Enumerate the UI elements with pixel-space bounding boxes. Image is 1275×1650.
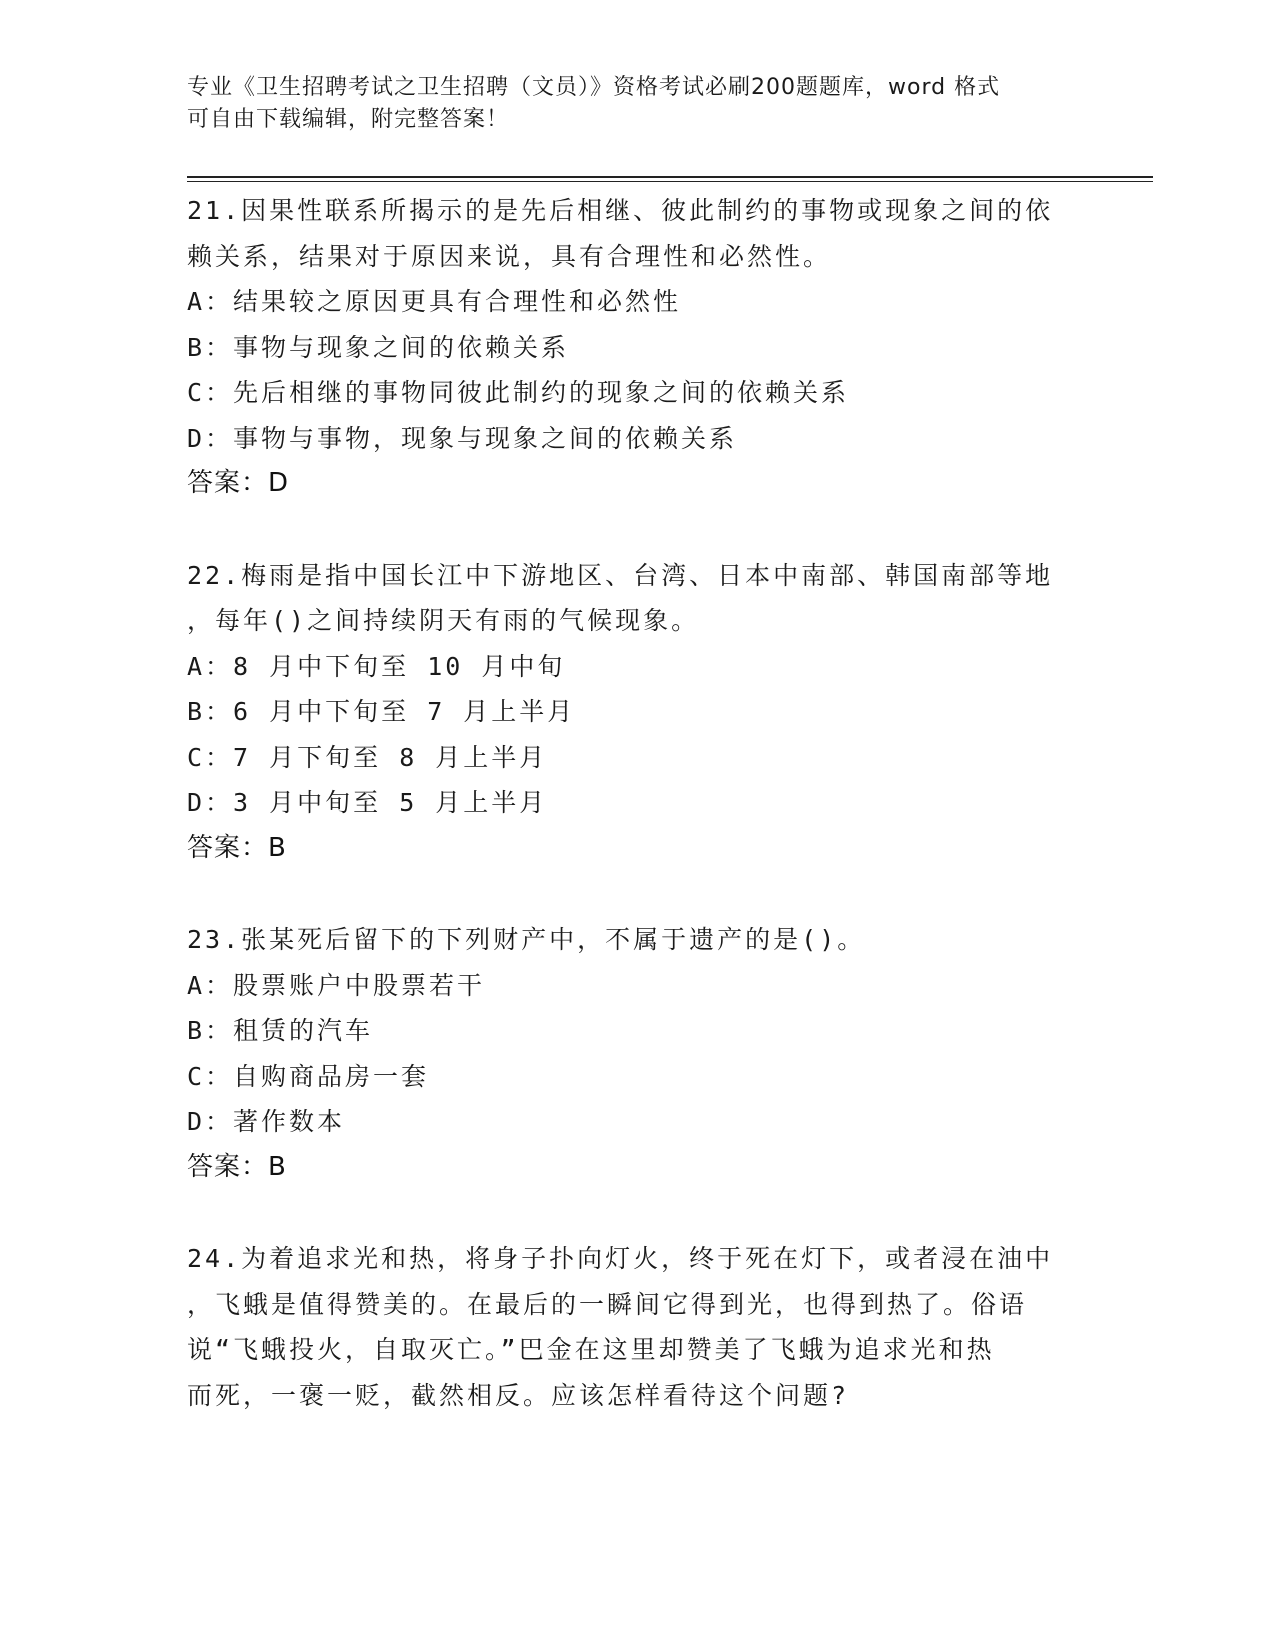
option-d: D：事物与事物，现象与现象之间的依赖关系 bbox=[187, 423, 738, 453]
question-stem-line: 赖关系，结果对于原因来说，具有合理性和必然性。 bbox=[187, 241, 832, 271]
question-stem-line: 21.因果性联系所揭示的是先后相继、彼此制约的事物或现象之间的依 bbox=[187, 196, 1054, 225]
option-a: A：股票账户中股票若干 bbox=[187, 970, 486, 1000]
answer-label: 答案：D bbox=[187, 468, 290, 498]
header-line-1: 专业《卫生招聘考试之卫生招聘（文员）》资格考试必刷200题题库，word 格式 bbox=[187, 75, 1001, 100]
option-a: A：结果较之原因更具有合理性和必然性 bbox=[187, 287, 682, 316]
question-stem-line: ，每年()之间持续阴天有雨的气候现象。 bbox=[187, 606, 700, 635]
question-stem-line: 说“飞蛾投火，自取灭亡。”巴金在这里却赞美了飞蛾为追求光和热 bbox=[187, 1335, 995, 1364]
question-list bbox=[187, 188, 1087, 1464]
option-b: B：6 月中下旬至 7 月上半月 bbox=[187, 697, 576, 726]
question-stem-line: 而死，一褒一贬，截然相反。应该怎样看待这个问题? bbox=[187, 1380, 850, 1410]
option-b: B：事物与现象之间的依赖关系 bbox=[187, 332, 570, 362]
option-b: B：租赁的汽车 bbox=[187, 1016, 374, 1045]
question-stem-line: ，飞蛾是值得赞美的。在最后的一瞬间它得到光，也得到热了。俗语 bbox=[187, 1289, 1028, 1319]
question-stem-line: 23.张某死后留下的下列财产中，不属于遗产的是()。 bbox=[187, 925, 866, 954]
question-stem-line: 24.为着追求光和热，将身子扑向灯火，终于死在灯下，或者浸在油中 bbox=[187, 1244, 1054, 1273]
header-divider-thin bbox=[187, 181, 1153, 182]
header-divider-thick bbox=[187, 176, 1153, 178]
answer-label: 答案：B bbox=[187, 1151, 287, 1182]
question-stem-line: 22.梅雨是指中国长江中下游地区、台湾、日本中南部、韩国南部等地 bbox=[187, 560, 1054, 590]
document-header bbox=[187, 72, 1067, 136]
option-a: A：8 月中下旬至 10 月中旬 bbox=[187, 651, 566, 681]
option-d: D：著作数本 bbox=[187, 1107, 346, 1136]
question-21 bbox=[187, 188, 1087, 507]
option-c: C：7 月下旬至 8 月上半月 bbox=[187, 742, 548, 772]
option-c: C：自购商品房一套 bbox=[187, 1061, 430, 1091]
option-c: C：先后相继的事物同彼此制约的现象之间的依赖关系 bbox=[187, 378, 850, 407]
question-22 bbox=[187, 553, 1087, 872]
question-24 bbox=[187, 1236, 1087, 1418]
header-line-2: 可自由下载编辑，附完整答案！ bbox=[187, 107, 510, 132]
answer-label: 答案：B bbox=[187, 832, 287, 863]
question-23 bbox=[187, 917, 1087, 1190]
option-d: D：3 月中旬至 5 月上半月 bbox=[187, 788, 548, 817]
